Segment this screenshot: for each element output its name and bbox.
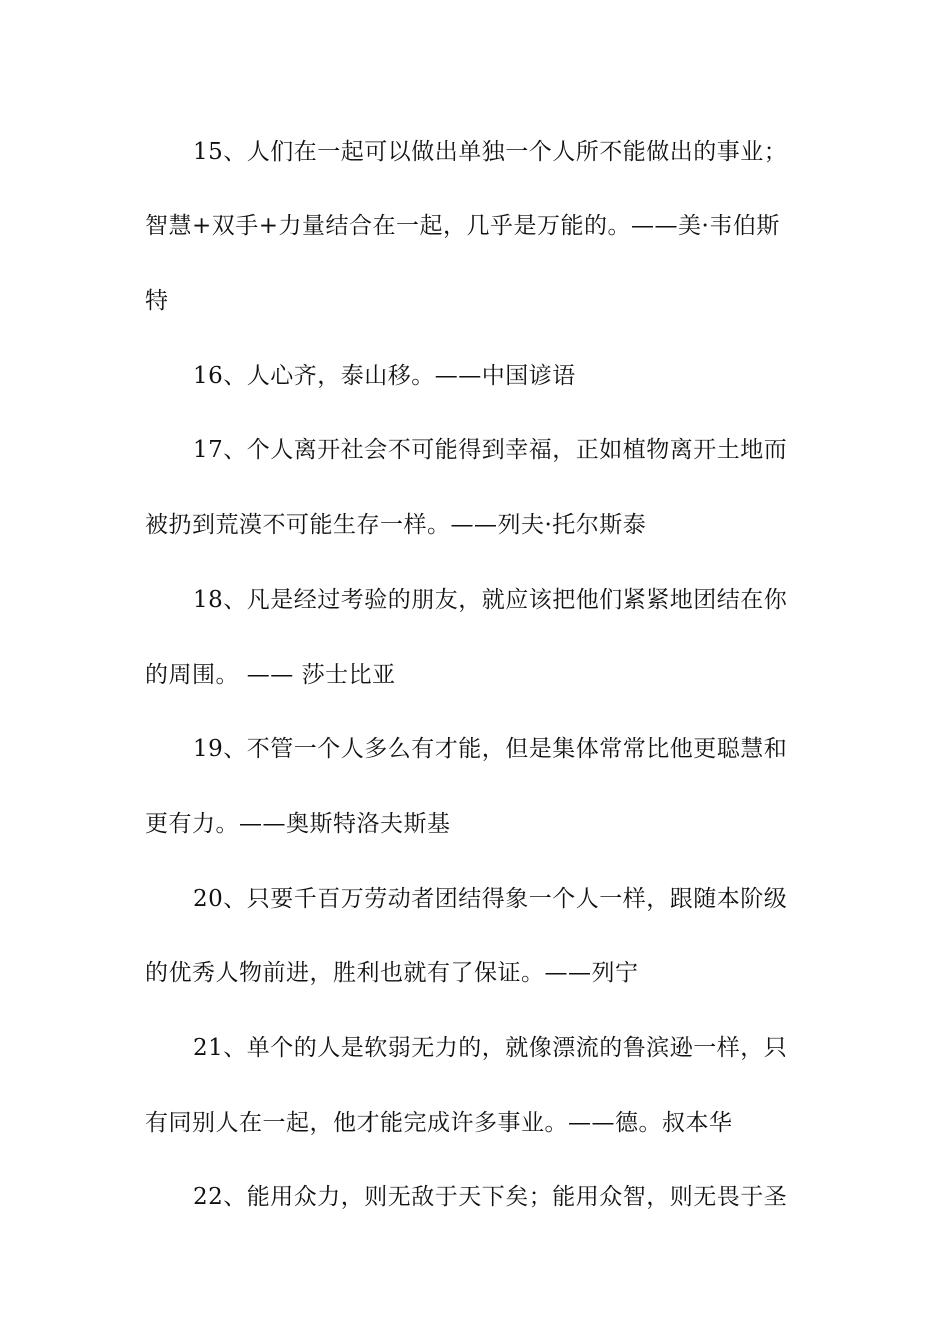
quote-15-line-2: 智慧+双手+力量结合在一起，几乎是万能的。——美·韦伯斯 xyxy=(145,213,780,239)
quote-22-line-1: 22、能用众力，则无敌于天下矣；能用众智，则无畏于圣 xyxy=(193,1184,788,1210)
quote-19-line-1: 19、不管一个人多么有才能，但是集体常常比他更聪慧和 xyxy=(193,736,788,762)
quote-20-line-2: 的优秀人物前进，胜利也就有了保证。——列宁 xyxy=(145,960,639,986)
quote-15-line-3: 特 xyxy=(145,288,169,314)
quote-21-line-1: 21、单个的人是软弱无力的，就像漂流的鲁滨逊一样，只 xyxy=(193,1035,788,1061)
quote-15-line-1: 15、人们在一起可以做出单独一个人所不能做出的事业； xyxy=(193,139,788,165)
quote-18-line-2: 的周围。 —— 莎士比亚 xyxy=(145,662,396,688)
quote-20-line-1: 20、只要千百万劳动者团结得象一个人一样，跟随本阶级 xyxy=(193,886,788,912)
quote-18-line-1: 18、凡是经过考验的朋友，就应该把他们紧紧地团结在你 xyxy=(193,587,788,613)
quote-21-line-2: 有同别人在一起，他才能完成许多事业。——德。叔本华 xyxy=(145,1110,733,1136)
quote-17-line-2: 被扔到荒漠不可能生存一样。——列夫·托尔斯泰 xyxy=(145,512,647,538)
quote-16-line-1: 16、人心齐，泰山移。——中国谚语 xyxy=(193,363,576,389)
quote-17-line-1: 17、个人离开社会不可能得到幸福，正如植物离开土地而 xyxy=(193,437,788,463)
quote-19-line-2: 更有力。——奥斯特洛夫斯基 xyxy=(145,811,451,837)
